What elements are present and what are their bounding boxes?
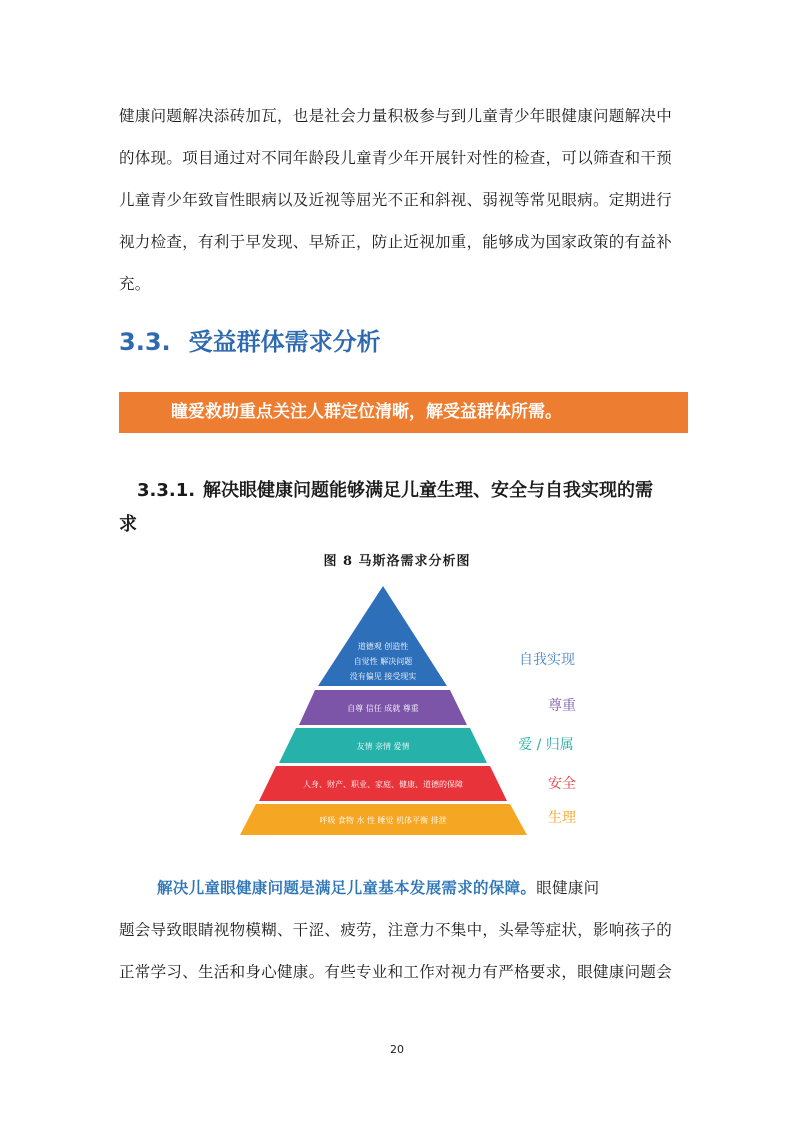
- pyramid-text: 没有偏见 接受现实: [349, 672, 417, 681]
- section-title: 受益群体需求分析: [188, 328, 381, 356]
- subsection-number: 3.3.1.: [137, 480, 196, 501]
- section-heading: [119, 322, 381, 357]
- pyramid-text: 自尊 信任 成就 尊重: [347, 704, 419, 713]
- intro-line: 视力检查，有利于早发现、早矫正，防止近视加重，能够成为国家政策的有益补: [119, 233, 673, 251]
- pyramid-text: 友情 亲情 爱情: [356, 742, 410, 751]
- subsection-heading: [119, 474, 679, 542]
- figure-caption: 图 8 马斯洛需求分析图: [323, 554, 471, 569]
- pyramid-label: 安全: [548, 776, 576, 792]
- highlight-banner: 瞳爱救助重点关注人群定位清晰，解受益群体所需。: [119, 392, 688, 433]
- pyramid-label: 生理: [548, 810, 576, 826]
- intro-line: 儿童青少年致盲性眼病以及近视等屈光不正和斜视、弱视等常见眼病。定期进行: [119, 191, 673, 209]
- intro-line: 充。: [119, 275, 151, 293]
- intro-line: 健康问题解决添砖加瓦，也是社会力量积极参与到儿童青少年眼健康问题解决中: [119, 107, 673, 125]
- closing-line: [119, 867, 676, 909]
- pyramid-text: 呼吸 食物 水 性 睡觉 机体平衡 排泄: [319, 816, 447, 825]
- pyramid-label: 尊重: [548, 698, 576, 714]
- subsection-title-line2: 求: [119, 514, 137, 535]
- pyramid-text: 道德观 创造性: [357, 642, 409, 651]
- closing-lead: 解决儿童眼健康问题是满足儿童基本发展需求的保障。: [157, 879, 537, 897]
- pyramid-label: 爱 / 归属: [518, 737, 574, 753]
- pyramid-text: 人身、财产、职业、家庭、健康、道德的保障: [303, 780, 463, 789]
- pyramid-text: 自觉性 解决问题: [353, 657, 413, 666]
- page-number: 20: [390, 1043, 404, 1056]
- subsection-title-line1: 解决眼健康问题能够满足儿童生理、安全与自我实现的需: [203, 480, 653, 501]
- closing-line: 正常学习、生活和身心健康。有些专业和工作对视力有严格要求，眼健康问题会: [119, 963, 673, 981]
- closing-line: 题会导致眼睛视物模糊、干涩、疲劳，注意力不集中，头晕等症状，影响孩子的: [119, 921, 673, 939]
- section-number: 3.3.: [119, 328, 171, 356]
- closing-line1-rest: 眼健康问: [536, 879, 600, 897]
- maslow-pyramid: [228, 582, 590, 838]
- intro-line: 的体现。项目通过对不同年龄段儿童青少年开展针对性的检查，可以筛查和干预: [119, 149, 673, 167]
- pyramid-label: 自我实现: [519, 652, 575, 668]
